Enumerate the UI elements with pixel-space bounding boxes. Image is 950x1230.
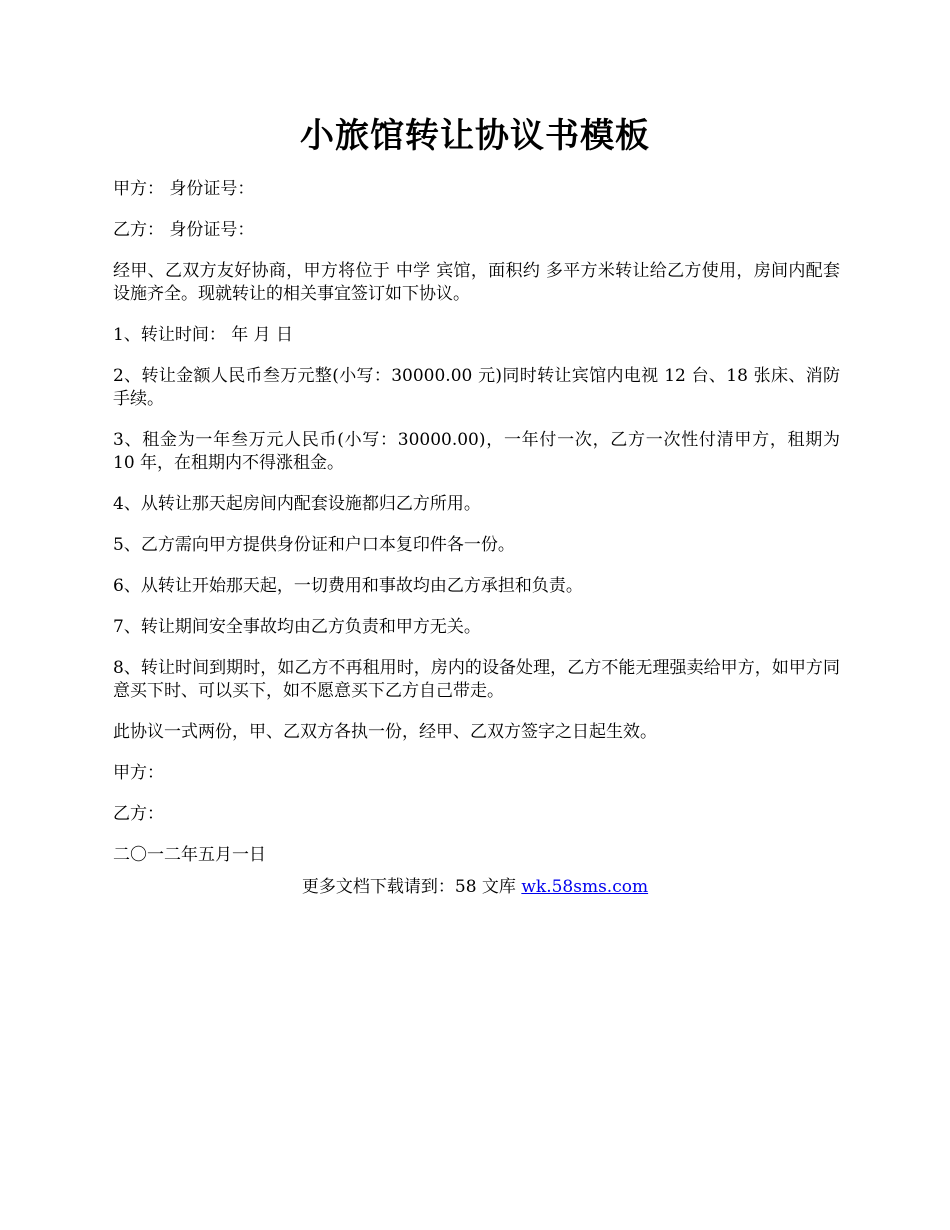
clause-6-costs: 6、从转让开始那天起，一切费用和事故均由乙方承担和负责。 <box>113 576 583 596</box>
clause-8-expiry: 8、转让时间到期时，如乙方不再租用时，房内的设备处理，乙方不能无理强卖给甲方，如甲方同意买下时、可以买下，如不愿意买下乙方自己带走。 <box>113 658 840 701</box>
document-date: 二〇一二年五月一日 <box>113 845 266 865</box>
clause-2-transfer-amount: 2、转让金额人民币叁万元整(小写：30000.00 元)同时转让宾馆内电视 12 台、18 张床、消防手续。 <box>113 366 840 409</box>
party-a-id-line: 甲方： 身份证号： <box>113 179 255 199</box>
clause-3-rent: 3、租金为一年叁万元人民币(小写：30000.00)，一年付一次，乙方一次性付清甲方，租期为 10 年，在租期内不得涨租金。 <box>113 430 840 473</box>
clause-5-documents: 5、乙方需向甲方提供身份证和户口本复印件各一份。 <box>113 535 515 555</box>
clause-1-transfer-time: 1、转让时间： 年 月 日 <box>113 325 294 345</box>
footer-website-link[interactable]: wk.58sms.com <box>521 877 649 897</box>
intro-paragraph: 经甲、乙双方友好协商，甲方将位于 中学 宾馆，面积约 多平方米转让给乙方使用，房间内配套设施齐全。现就转让的相关事宜签订如下协议。 <box>113 261 840 304</box>
party-b-id-line: 乙方： 身份证号： <box>113 220 255 240</box>
party-a-signature-line: 甲方： <box>113 763 164 783</box>
download-footer <box>0 876 950 899</box>
footer-prefix-text: 更多文档下载请到：58 文库 <box>301 877 522 897</box>
party-b-signature-line: 乙方： <box>113 804 164 824</box>
clause-4-facilities: 4、从转让那天起房间内配套设施都归乙方所用。 <box>113 494 481 514</box>
document-title: 小旅馆转让协议书模板 <box>300 116 650 156</box>
effectiveness-statement: 此协议一式两份，甲、乙双方各执一份，经甲、乙双方签字之日起生效。 <box>113 722 657 742</box>
clause-7-safety: 7、转让期间安全事故均由乙方负责和甲方无关。 <box>113 617 481 637</box>
document-body <box>113 178 840 885</box>
